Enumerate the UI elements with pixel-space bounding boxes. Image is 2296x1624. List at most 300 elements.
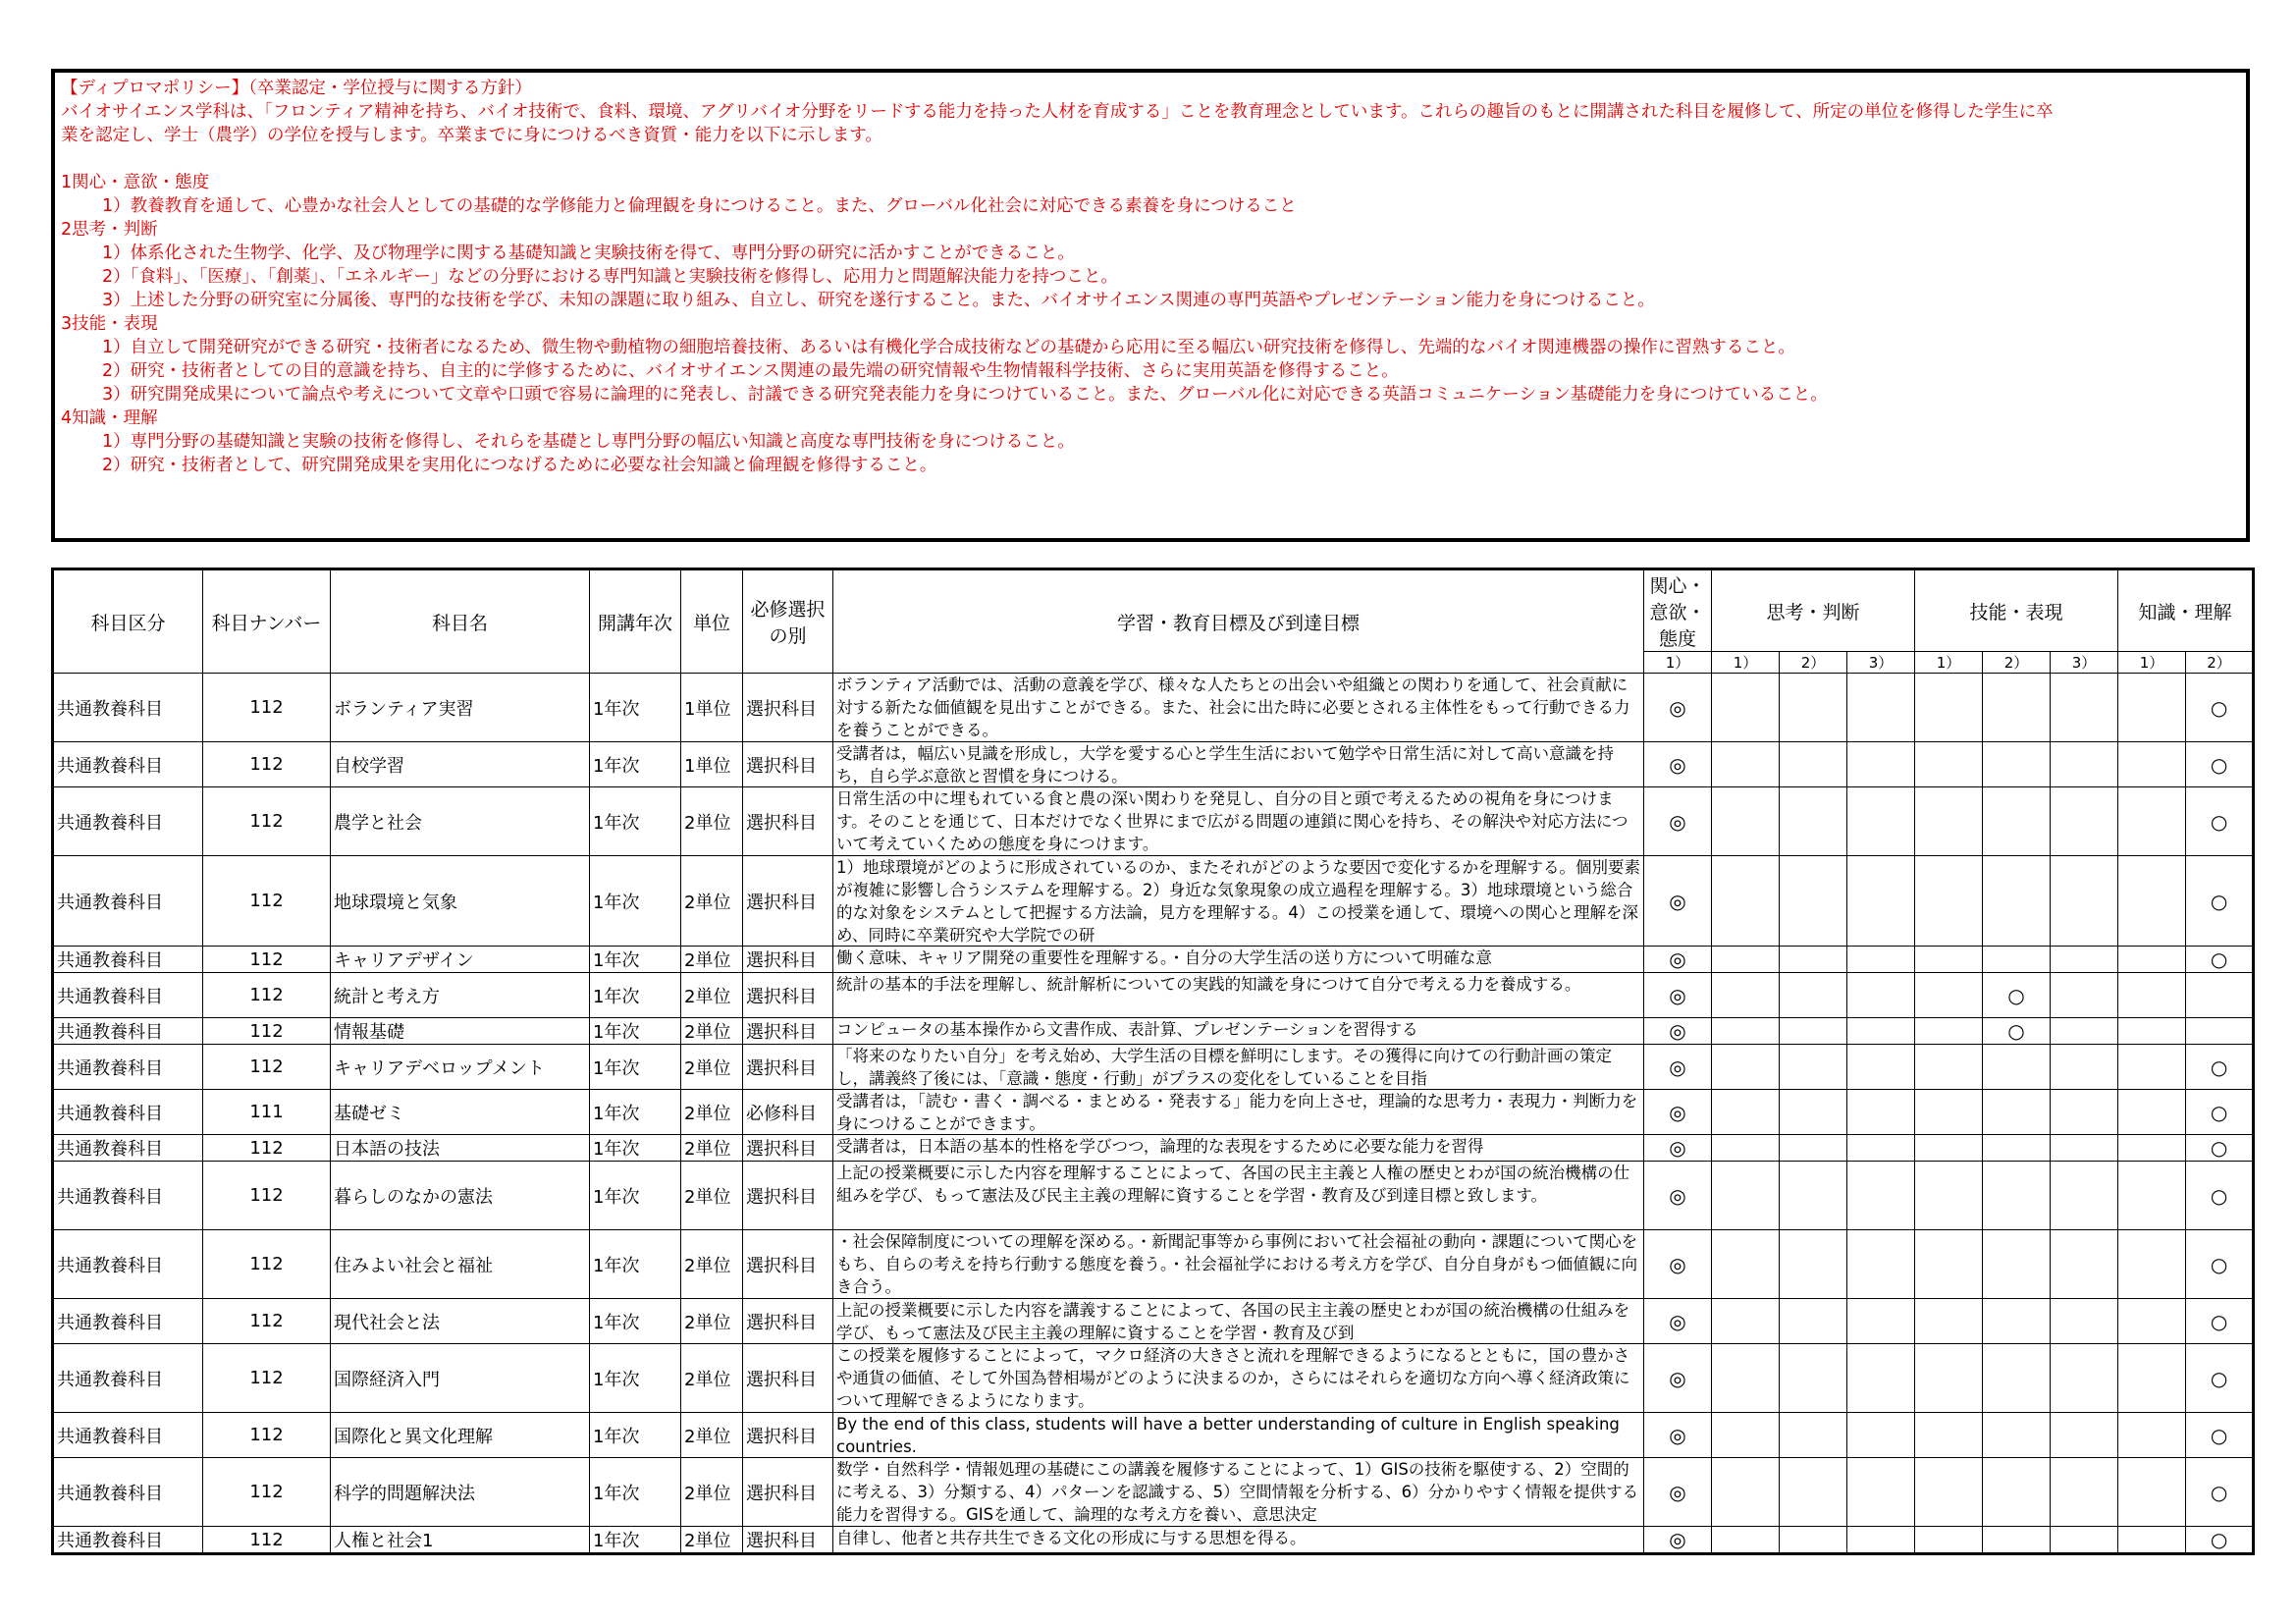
policy-item-3-3: 3）研究開発成果について論点や考えについて文章や口頭で容易に論理的に発表し、討議できる研究発表能力を身につけていること。また、グローバル化に対応できる英語コミュニケーション基礎能力を身につけていること。 [102, 385, 1828, 405]
cell-year: 1年次 [590, 1299, 681, 1344]
cell-year: 1年次 [590, 1090, 681, 1135]
cell-outcome-mark [1712, 1045, 1780, 1090]
cell-outcome-mark [1847, 1527, 1915, 1554]
cell-year: 1年次 [590, 1413, 681, 1458]
cell-required: 選択科目 [743, 1162, 833, 1230]
policy-section-2: 2思考・判断 [61, 220, 158, 240]
cell-credits: 2単位 [681, 787, 743, 856]
cell-outcome-mark: ◎ [1644, 1135, 1712, 1162]
cell-outcome-mark: ◎ [1644, 1344, 1712, 1413]
cell-number: 112 [203, 1344, 331, 1413]
table-row [53, 856, 2254, 947]
cell-category: 共通教養科目 [53, 1527, 203, 1554]
cell-outcome-mark [1780, 1045, 1847, 1090]
subheader-cell: 1） [2118, 652, 2186, 674]
cell-category: 共通教養科目 [53, 742, 203, 787]
cell-outcome-mark [1983, 1162, 2051, 1230]
cell-outcome-mark: ◎ [1644, 1045, 1712, 1090]
subheader-cell: 1） [1712, 652, 1780, 674]
cell-credits: 2単位 [681, 856, 743, 947]
cell-category: 共通教養科目 [53, 1413, 203, 1458]
cell-subject-name: キャリアデベロップメント [331, 1045, 590, 1090]
cell-outcome-mark [1780, 947, 1847, 973]
cell-required: 選択科目 [743, 1413, 833, 1458]
goal-text: 「将来のなりたい自分」を考え始め、大学生活の目標を鮮明にします。その獲得に向けての行動計画の策定し，講義終了後には、「意識・態度・行動」がプラスの変化をしていることを目指 [836, 1047, 1613, 1088]
cell-number: 112 [203, 1045, 331, 1090]
header-attitude: 関心・意欲・態度 [1644, 569, 1712, 652]
cell-outcome-mark [2118, 973, 2186, 1018]
cell-outcome-mark [2051, 1230, 2118, 1299]
cell-outcome-mark [1847, 742, 1915, 787]
cell-credits: 2単位 [681, 1090, 743, 1135]
cell-goal [833, 1045, 1644, 1090]
cell-goal [833, 1413, 1644, 1458]
goal-text: By the end of this class, students will have a better understanding of culture in English speaking countries. [836, 1415, 1620, 1456]
cell-year: 1年次 [590, 742, 681, 787]
cell-outcome-mark: ◎ [1644, 856, 1712, 947]
cell-outcome-mark: ○ [2186, 1413, 2254, 1458]
cell-year: 1年次 [590, 1527, 681, 1554]
cell-outcome-mark [1712, 742, 1780, 787]
cell-outcome-mark [1915, 1299, 1983, 1344]
cell-subject-name: 住みよい社会と福祉 [331, 1230, 590, 1299]
cell-outcome-mark [2051, 947, 2118, 973]
cell-outcome-mark [1847, 1018, 1915, 1045]
cell-number: 112 [203, 1018, 331, 1045]
cell-goal [833, 1458, 1644, 1527]
cell-outcome-mark: ◎ [1644, 947, 1712, 973]
cell-outcome-mark: ◎ [1644, 1018, 1712, 1045]
cell-category: 共通教養科目 [53, 973, 203, 1018]
cell-outcome-mark: ◎ [1644, 1299, 1712, 1344]
cell-outcome-mark [2051, 742, 2118, 787]
cell-credits: 2単位 [681, 1527, 743, 1554]
table-body [53, 674, 2254, 1554]
cell-subject-name: 日本語の技法 [331, 1135, 590, 1162]
cell-outcome-mark [1712, 973, 1780, 1018]
cell-required: 選択科目 [743, 1344, 833, 1413]
goal-text: 上記の授業概要に示した内容を理解することによって、各国の民主主義と人権の歴史とわが国の統治機構の仕組みを学び、もって憲法及び民主主義の理解に資することを学習・教育及び到達目標と致します。 [836, 1164, 1630, 1205]
header-number: 科目ナンバー [203, 569, 331, 674]
cell-category: 共通教養科目 [53, 1230, 203, 1299]
cell-number: 112 [203, 1162, 331, 1230]
table-row [53, 973, 2254, 1018]
cell-goal [833, 1230, 1644, 1299]
subheader-cell: 2） [1780, 652, 1847, 674]
cell-outcome-mark [1915, 947, 1983, 973]
cell-outcome-mark [2051, 787, 2118, 856]
cell-credits: 2単位 [681, 1162, 743, 1230]
subheader-cell: 3） [1847, 652, 1915, 674]
cell-year: 1年次 [590, 1344, 681, 1413]
cell-outcome-mark [1780, 1162, 1847, 1230]
cell-outcome-mark [1847, 1344, 1915, 1413]
cell-number: 112 [203, 856, 331, 947]
cell-outcome-mark [1780, 1413, 1847, 1458]
policy-item-4-2: 2）研究・技術者として、研究開発成果を実用化につなげるために必要な社会知識と倫理観を修得すること。 [102, 456, 937, 475]
cell-outcome-mark [1847, 856, 1915, 947]
cell-year: 1年次 [590, 973, 681, 1018]
goal-text: 働く意味、キャリア開発の重要性を理解する。・自分の大学生活の送り方について明確な意 [836, 948, 1492, 967]
cell-year: 1年次 [590, 787, 681, 856]
cell-goal [833, 973, 1644, 1018]
goal-text: 統計の基本的手法を理解し、統計解析についての実践的知識を身につけて自分で考える力を養成する。 [836, 975, 1581, 994]
table-row [53, 1090, 2254, 1135]
cell-required: 選択科目 [743, 742, 833, 787]
goal-text: ボランティア活動では、活動の意義を学び、様々な人たちとの出会いや組織との関わりを通して、社会貢献に対する新たな価値観を見出すことができる。また、社会に出た時に必要とされる主体性をもって行動できる力を養うことができる。 [836, 676, 1630, 739]
cell-goal [833, 1344, 1644, 1413]
cell-outcome-mark [2051, 1527, 2118, 1554]
cell-subject-name: 国際化と異文化理解 [331, 1413, 590, 1458]
cell-goal [833, 1162, 1644, 1230]
cell-outcome-mark [1847, 787, 1915, 856]
cell-outcome-mark: ○ [2186, 1230, 2254, 1299]
cell-outcome-mark [1780, 1135, 1847, 1162]
cell-outcome-mark: ○ [2186, 1162, 2254, 1230]
cell-outcome-mark [2118, 674, 2186, 742]
table-row [53, 1135, 2254, 1162]
cell-year: 1年次 [590, 856, 681, 947]
header-category: 科目区分 [53, 569, 203, 674]
cell-outcome-mark [1915, 1018, 1983, 1045]
cell-number: 112 [203, 674, 331, 742]
cell-outcome-mark [2051, 1045, 2118, 1090]
cell-goal [833, 674, 1644, 742]
cell-number: 111 [203, 1090, 331, 1135]
cell-outcome-mark [1915, 1458, 1983, 1527]
cell-outcome-mark [1915, 1527, 1983, 1554]
cell-outcome-mark [2118, 1162, 2186, 1230]
goal-text: 1）地球環境がどのように形成されているのか、またそれがどのような要因で変化するかを理解する。個別要素が複雑に影響し合うシステムを理解する。2）身近な気象現象の成立過程を理解する。3）地球環境という総合的な対象をシステムとして把握する方法論，見方を理解する。4）この授業を通して、環境への関心と理解を深め、同時に卒業研究や大学院での研 [836, 858, 1640, 945]
cell-credits: 2単位 [681, 1045, 743, 1090]
subheader-cell: 3） [2051, 652, 2118, 674]
cell-year: 1年次 [590, 1018, 681, 1045]
cell-subject-name: ボランティア実習 [331, 674, 590, 742]
cell-outcome-mark [2118, 1045, 2186, 1090]
cell-outcome-mark [1780, 1090, 1847, 1135]
cell-outcome-mark [1983, 787, 2051, 856]
cell-subject-name: 基礎ゼミ [331, 1090, 590, 1135]
policy-item-1-1: 1）教養教育を通して、心豊かな社会人としての基礎的な学修能力と倫理観を身につけること。また、グローバル化社会に対応できる素養を身につけること [102, 196, 1297, 216]
subheader-cell: 1） [1644, 652, 1712, 674]
cell-outcome-mark [1712, 1299, 1780, 1344]
cell-outcome-mark: ◎ [1644, 973, 1712, 1018]
cell-category: 共通教養科目 [53, 947, 203, 973]
cell-outcome-mark [1712, 1135, 1780, 1162]
table-row [53, 1413, 2254, 1458]
cell-outcome-mark [2118, 947, 2186, 973]
header-thinking: 思考・判断 [1712, 569, 1915, 652]
cell-credits: 2単位 [681, 1344, 743, 1413]
cell-outcome-mark: ○ [2186, 856, 2254, 947]
cell-year: 1年次 [590, 674, 681, 742]
cell-outcome-mark [2051, 973, 2118, 1018]
cell-outcome-mark: ◎ [1644, 1413, 1712, 1458]
cell-outcome-mark: ○ [2186, 674, 2254, 742]
cell-required: 選択科目 [743, 1458, 833, 1527]
cell-required: 選択科目 [743, 1527, 833, 1554]
cell-outcome-mark [1847, 1299, 1915, 1344]
cell-outcome-mark: ◎ [1644, 1090, 1712, 1135]
cell-outcome-mark: ○ [2186, 947, 2254, 973]
curriculum-table [51, 568, 2255, 1555]
cell-credits: 2単位 [681, 1413, 743, 1458]
cell-outcome-mark [1847, 947, 1915, 973]
cell-outcome-mark [2118, 742, 2186, 787]
cell-goal [833, 1299, 1644, 1344]
cell-outcome-mark: ◎ [1644, 674, 1712, 742]
cell-outcome-mark: ○ [1983, 1018, 2051, 1045]
cell-outcome-mark [1983, 947, 2051, 973]
cell-credits: 2単位 [681, 947, 743, 973]
cell-goal [833, 787, 1644, 856]
policy-section-3: 3技能・表現 [61, 314, 158, 334]
cell-outcome-mark [1915, 1090, 1983, 1135]
cell-outcome-mark [2118, 1230, 2186, 1299]
cell-outcome-mark [1983, 1090, 2051, 1135]
goal-text: ・社会保障制度についての理解を深める。・新聞記事等から事例において社会福祉の動向・課題について関心をもち、自らの考えを持ち行動する態度を養う。・社会福祉学における考え方を学び、自分自身がもつ価値観に向き合う。 [836, 1232, 1638, 1296]
cell-credits: 2単位 [681, 1458, 743, 1527]
cell-subject-name: 人権と社会1 [331, 1527, 590, 1554]
cell-year: 1年次 [590, 1162, 681, 1230]
cell-subject-name: 国際経済入門 [331, 1344, 590, 1413]
cell-outcome-mark: ○ [2186, 1135, 2254, 1162]
cell-outcome-mark [1983, 742, 2051, 787]
cell-outcome-mark [1915, 1162, 1983, 1230]
cell-category: 共通教養科目 [53, 1045, 203, 1090]
cell-required: 選択科目 [743, 973, 833, 1018]
cell-number: 112 [203, 1299, 331, 1344]
cell-outcome-mark [1847, 1458, 1915, 1527]
header-skills: 技能・表現 [1915, 569, 2118, 652]
cell-outcome-mark [2118, 1090, 2186, 1135]
cell-required: 選択科目 [743, 1299, 833, 1344]
cell-subject-name: 地球環境と気象 [331, 856, 590, 947]
cell-category: 共通教養科目 [53, 1299, 203, 1344]
cell-subject-name: 情報基礎 [331, 1018, 590, 1045]
cell-outcome-mark [1780, 973, 1847, 1018]
policy-item-2-3: 3）上述した分野の研究室に分属後、専門的な技術を学び、未知の課題に取り組み、自立し、研究を遂行すること。また、バイオサイエンス関連の専門英語やプレゼンテーション能力を身につけること。 [102, 291, 1655, 310]
cell-outcome-mark: ◎ [1644, 742, 1712, 787]
cell-subject-name: 自校学習 [331, 742, 590, 787]
table-row [53, 674, 2254, 742]
cell-goal [833, 1527, 1644, 1554]
policy-item-2-2: 2）「食料」、「医療」、「創薬」、「エネルギー」などの分野における専門知識と実験技術を修得し、応用力と問題解決能力を持つこと。 [102, 267, 1118, 287]
cell-outcome-mark [1983, 1135, 2051, 1162]
cell-goal [833, 742, 1644, 787]
goal-text: 受講者は，日本語の基本的性格を学びつつ，論理的な表現をするために必要な能力を習得 [836, 1137, 1484, 1156]
cell-number: 112 [203, 1135, 331, 1162]
cell-outcome-mark: ○ [2186, 1458, 2254, 1527]
cell-outcome-mark [1712, 674, 1780, 742]
cell-outcome-mark [1780, 1527, 1847, 1554]
cell-outcome-mark [1915, 1413, 1983, 1458]
table-row [53, 1299, 2254, 1344]
policy-title: 【ディプロマポリシー】（卒業認定・学位授与に関する方針） [61, 79, 532, 98]
cell-outcome-mark: ○ [2186, 1527, 2254, 1554]
cell-outcome-mark [2051, 1299, 2118, 1344]
table-row [53, 1458, 2254, 1527]
cell-outcome-mark [1780, 1230, 1847, 1299]
cell-subject-name: 農学と社会 [331, 787, 590, 856]
policy-section-4: 4知識・理解 [61, 408, 158, 428]
cell-outcome-mark [1847, 1230, 1915, 1299]
cell-outcome-mark [1712, 1090, 1780, 1135]
table-row [53, 1344, 2254, 1413]
goal-text: この授業を履修することによって，マクロ経済の大きさと流れを理解できるようになるとともに，国の豊かさや通貨の価値、そして外国為替相場がどのように決まるのか，さらにはそれらを適切な方向へ導く経済政策について理解できるようになります。 [836, 1346, 1630, 1410]
cell-credits: 2単位 [681, 1230, 743, 1299]
cell-credits: 2単位 [681, 1018, 743, 1045]
cell-year: 1年次 [590, 1135, 681, 1162]
cell-outcome-mark [1712, 856, 1780, 947]
cell-number: 112 [203, 742, 331, 787]
cell-outcome-mark [2186, 973, 2254, 1018]
cell-category: 共通教養科目 [53, 1162, 203, 1230]
cell-outcome-mark [1915, 674, 1983, 742]
cell-category: 共通教養科目 [53, 1090, 203, 1135]
cell-subject-name: 暮らしのなかの憲法 [331, 1162, 590, 1230]
goal-text: コンピュータの基本操作から文書作成、表計算、プレゼンテーションを習得する [836, 1020, 1418, 1039]
policy-intro-1: バイオサイエンス学科は、「フロンティア精神を持ち、バイオ技術で、食料、環境、アグリバイオ分野をリードする能力を持った人材を育成する」ことを教育理念としています。これらの趣旨のもとに開講された科目を履修して、所定の単位を修得した学生に卒 [61, 102, 2054, 122]
policy-item-4-1: 1）専門分野の基礎知識と実験の技術を修得し、それらを基礎とし専門分野の幅広い知識と高度な専門技術を身につけること。 [102, 432, 1075, 452]
cell-outcome-mark [1712, 1413, 1780, 1458]
cell-outcome-mark [1915, 1230, 1983, 1299]
cell-outcome-mark: ◎ [1644, 1458, 1712, 1527]
cell-credits: 1単位 [681, 742, 743, 787]
cell-outcome-mark [1983, 1230, 2051, 1299]
cell-outcome-mark [1983, 1299, 2051, 1344]
cell-outcome-mark: ◎ [1644, 1162, 1712, 1230]
cell-outcome-mark: ○ [2186, 1090, 2254, 1135]
cell-outcome-mark [1780, 1458, 1847, 1527]
policy-section-1: 1関心・意欲・態度 [61, 173, 210, 192]
cell-category: 共通教養科目 [53, 1018, 203, 1045]
cell-outcome-mark [1780, 1018, 1847, 1045]
cell-year: 1年次 [590, 947, 681, 973]
cell-outcome-mark [2051, 1162, 2118, 1230]
cell-outcome-mark: ◎ [1644, 787, 1712, 856]
cell-number: 112 [203, 1230, 331, 1299]
cell-outcome-mark [2118, 1458, 2186, 1527]
policy-item-3-2: 2）研究・技術者としての目的意識を持ち、自主的に学修するために、バイオサイエンス関連の最先端の研究情報や生物情報科学技術、さらに実用英語を修得すること。 [102, 361, 1399, 381]
cell-outcome-mark [2118, 1527, 2186, 1554]
cell-category: 共通教養科目 [53, 674, 203, 742]
cell-outcome-mark: ○ [2186, 787, 2254, 856]
goal-text: 上記の授業概要に示した内容を講義することによって、各国の民主主義の歴史とわが国の統治機構の仕組みを学び、もって憲法及び民主主義の理解に資することを学習・教育及び到 [836, 1301, 1630, 1342]
cell-outcome-mark [1847, 1413, 1915, 1458]
cell-outcome-mark [2118, 1135, 2186, 1162]
header-goal: 学習・教育目標及び到達目標 [833, 569, 1644, 674]
cell-credits: 1単位 [681, 674, 743, 742]
cell-outcome-mark [2051, 674, 2118, 742]
cell-outcome-mark: ○ [2186, 1299, 2254, 1344]
cell-outcome-mark [1915, 973, 1983, 1018]
subheader-cell: 1） [1915, 652, 1983, 674]
cell-outcome-mark [1712, 1162, 1780, 1230]
cell-outcome-mark [1983, 1045, 2051, 1090]
policy-item-3-1: 1）自立して開発研究ができる研究・技術者になるため、微生物や動植物の細胞培養技術、あるいは有機化学合成技術などの基礎から応用に至る幅広い研究技術を修得し、先端的なバイオ関連機器の操作に習熟すること。 [102, 338, 1795, 357]
cell-outcome-mark [1847, 1135, 1915, 1162]
cell-required: 選択科目 [743, 1135, 833, 1162]
cell-goal [833, 856, 1644, 947]
cell-outcome-mark [2118, 787, 2186, 856]
cell-outcome-mark: ○ [2186, 1344, 2254, 1413]
cell-required: 選択科目 [743, 787, 833, 856]
cell-outcome-mark [1847, 973, 1915, 1018]
goal-text: 受講者は，「読む・書く・調べる・まとめる・発表する」能力を向上させ，理論的な思考力・表現力・判断力を身につけることができます。 [836, 1092, 1638, 1133]
goal-text: 自律し、他者と共存共生できる文化の形成に与する思想を得る。 [836, 1529, 1307, 1547]
cell-outcome-mark [1780, 787, 1847, 856]
cell-outcome-mark [1712, 1018, 1780, 1045]
cell-number: 112 [203, 1527, 331, 1554]
cell-outcome-mark [1915, 742, 1983, 787]
cell-outcome-mark [1712, 1230, 1780, 1299]
cell-outcome-mark: ○ [1983, 973, 2051, 1018]
goal-text: 日常生活の中に埋もれている食と農の深い関わりを発見し、自分の目と頭で考えるための視角を身につけます。そのことを通じて、日本だけでなく世界にまで広がる問題の連鎖に関心を持ち、その解決や対応方法について考えていくための態度を身につけます。 [836, 789, 1629, 853]
cell-category: 共通教養科目 [53, 856, 203, 947]
cell-required: 選択科目 [743, 947, 833, 973]
cell-outcome-mark [2051, 1018, 2118, 1045]
header-name: 科目名 [331, 569, 590, 674]
table-row [53, 1230, 2254, 1299]
cell-outcome-mark [1983, 674, 2051, 742]
cell-subject-name: キャリアデザイン [331, 947, 590, 973]
subheader-cell: 2） [1983, 652, 2051, 674]
cell-goal [833, 1090, 1644, 1135]
cell-required: 選択科目 [743, 1230, 833, 1299]
cell-outcome-mark [2051, 856, 2118, 947]
diploma-policy-box [51, 69, 2250, 542]
header-credits: 単位 [681, 569, 743, 674]
policy-item-2-1: 1）体系化された生物学、化学、及び物理学に関する基礎知識と実験技術を得て、専門分野の研究に活かすことができること。 [102, 244, 1075, 263]
cell-outcome-mark: ○ [2186, 742, 2254, 787]
cell-required: 選択科目 [743, 674, 833, 742]
cell-outcome-mark [1780, 856, 1847, 947]
cell-outcome-mark [1780, 1299, 1847, 1344]
cell-outcome-mark [2118, 1344, 2186, 1413]
cell-outcome-mark [1847, 1162, 1915, 1230]
header-required: 必修選択の別 [743, 569, 833, 674]
cell-outcome-mark [2051, 1458, 2118, 1527]
cell-outcome-mark [1847, 1045, 1915, 1090]
cell-outcome-mark [1915, 856, 1983, 947]
cell-outcome-mark [1780, 674, 1847, 742]
cell-credits: 2単位 [681, 1135, 743, 1162]
cell-outcome-mark [2051, 1413, 2118, 1458]
cell-outcome-mark [1915, 1135, 1983, 1162]
cell-outcome-mark [2051, 1344, 2118, 1413]
cell-year: 1年次 [590, 1458, 681, 1527]
subheader-cell: 2） [2186, 652, 2254, 674]
cell-goal [833, 1135, 1644, 1162]
policy-intro-2: 業を認定し、学士（農学）の学位を授与します。卒業までに身につけるべき資質・能力を以下に示します。 [61, 126, 882, 145]
cell-required: 選択科目 [743, 856, 833, 947]
cell-outcome-mark [1780, 1344, 1847, 1413]
cell-subject-name: 現代社会と法 [331, 1299, 590, 1344]
cell-category: 共通教養科目 [53, 1135, 203, 1162]
cell-outcome-mark [2118, 856, 2186, 947]
cell-number: 112 [203, 1413, 331, 1458]
cell-outcome-mark [1983, 1458, 2051, 1527]
cell-outcome-mark: ◎ [1644, 1527, 1712, 1554]
header-year: 開講年次 [590, 569, 681, 674]
cell-outcome-mark [1712, 1527, 1780, 1554]
cell-outcome-mark [2118, 1299, 2186, 1344]
cell-outcome-mark [1712, 1344, 1780, 1413]
goal-text: 数学・自然科学・情報処理の基礎にこの講義を履修することによって、1）GISの技術を駆使する、2）空間的に考える、3）分類する、4）パターンを認識する、5）空間情報を分析する、6）分かりやすく情報を提供する能力を習得する。GISを通して、論理的な考え方を養い、意思決定 [836, 1460, 1639, 1524]
header-knowledge: 知識・理解 [2118, 569, 2254, 652]
cell-category: 共通教養科目 [53, 787, 203, 856]
